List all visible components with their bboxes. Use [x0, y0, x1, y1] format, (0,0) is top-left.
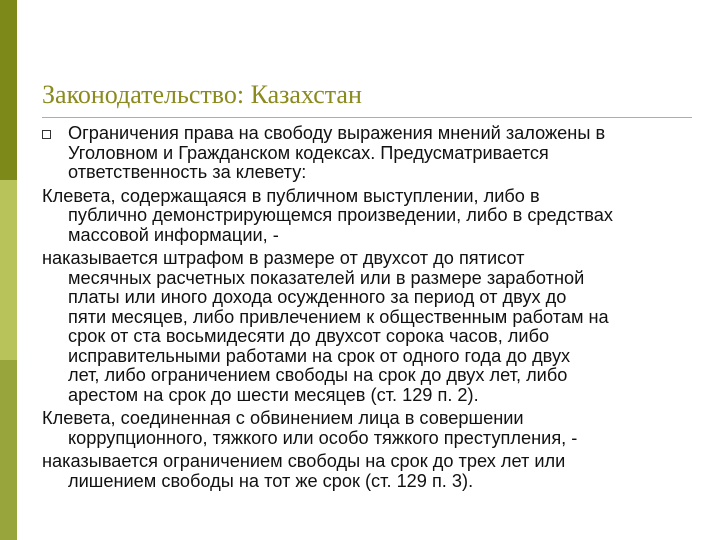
- text-line: ответственность за клевету:: [68, 162, 307, 182]
- side-bar-bottom-segment: [0, 360, 17, 540]
- bullet-paragraph: [42, 124, 692, 183]
- text-line: платы или иного дохода осужденного за период от двух до: [68, 287, 567, 307]
- paragraph-penalty-2: [42, 452, 692, 491]
- title-divider: [42, 117, 692, 118]
- text-line: Уголовном и Гражданском кодексах. Предусматривается: [68, 142, 549, 163]
- text-line: месячных расчетных показателей или в размере заработной: [68, 267, 585, 288]
- slide-body: [42, 124, 692, 495]
- text-line: наказывается штрафом в размере от двухсот до пятисот: [42, 248, 525, 268]
- text-line: исправительными работами на срок от одного года до двух: [68, 345, 571, 366]
- text-line: Ограничения права на свободу выражения мнений заложены в: [68, 123, 606, 143]
- text-line: арестом на срок до шести месяцев (ст. 129 п. 2).: [68, 384, 479, 405]
- text-line: лишением свободы на тот же срок (ст. 129 п. 3).: [68, 470, 474, 491]
- text-line: пяти месяцев, либо привлечением к общественным работам на: [68, 306, 609, 327]
- text-line: массовой информации, -: [68, 224, 279, 245]
- text-line: наказывается ограничением свободы на срок до трех лет или: [42, 451, 566, 471]
- hollow-square-bullet-icon: [42, 130, 51, 139]
- paragraph-slander-corruption: [42, 409, 692, 448]
- text-line: срок от ста восьмидесяти до двухсот сорока часов, либо: [68, 326, 550, 346]
- text-line: публично демонстрирующемся произведении, либо в средствах: [68, 205, 613, 225]
- side-bar-middle-segment: [0, 180, 17, 360]
- text-line: коррупционного, тяжкого или особо тяжкого преступления, -: [68, 427, 578, 448]
- text-line: лет, либо ограничением свободы на срок до двух лет, либо: [68, 365, 568, 385]
- paragraph-slander-public: [42, 187, 692, 246]
- paragraph-penalty-1: [42, 249, 692, 405]
- text-line: Клевета, содержащаяся в публичном выступлении, либо в: [42, 185, 540, 206]
- side-bar-top-segment: [0, 0, 17, 180]
- text-line: Клевета, соединенная с обвинением лица в совершении: [42, 408, 524, 428]
- slide-title: Законодательство: Казахстан: [42, 80, 362, 109]
